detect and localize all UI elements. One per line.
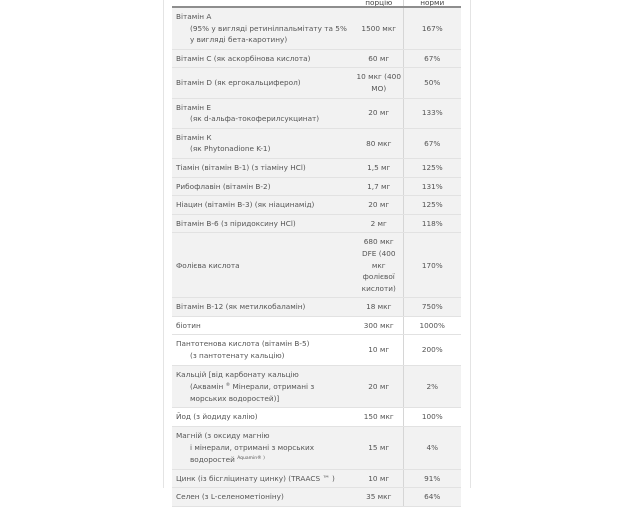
source-suffix: Мінерали, отримані з морських водоростей)] <box>190 382 315 403</box>
ingredient-amount: 20 мг <box>355 98 403 128</box>
table-row <box>172 427 461 470</box>
ingredient-amount: 20 мг <box>355 196 403 215</box>
ingredient-daily-value: 118% <box>403 214 461 233</box>
table-row <box>172 365 461 408</box>
ingredient-title: Магній (з оксиду магнію <box>176 431 270 441</box>
table-row <box>172 298 461 317</box>
ingredient-source: (як Phytonadione K-1) <box>190 144 271 154</box>
ingredient-name: біотин <box>172 316 355 335</box>
ingredient-title: Вітамін А <box>176 12 212 21</box>
ingredient-amount: 10 мг <box>355 335 403 365</box>
ingredient-source <box>176 380 351 404</box>
ingredient-name: Вітамін С (як аскорбінова кислота) <box>172 49 355 68</box>
ingredient-name <box>172 7 355 49</box>
table-row <box>172 128 461 158</box>
header-amount-per-serving: порцію <box>355 0 403 7</box>
ingredient-name <box>172 365 355 408</box>
ingredient-name: Фолієва кислота <box>172 233 355 298</box>
supplement-facts-table <box>172 0 461 507</box>
header-daily-value: норми <box>403 0 461 7</box>
ingredient-name: Селен (з L-селенометіоніну) <box>172 488 355 507</box>
ingredient-daily-value: 133% <box>403 98 461 128</box>
ingredient-daily-value: 64% <box>403 488 461 507</box>
ingredient-daily-value: 50% <box>403 68 461 98</box>
ingredient-source: (95% у вигляді ретинілпальмітату та 5% у вигляді бета-каротину) <box>190 23 347 45</box>
ingredient-daily-value: 170% <box>403 233 461 298</box>
ingredient-source <box>176 442 351 466</box>
ingredient-daily-value: 4% <box>403 427 461 470</box>
ingredient-amount: 18 мкг <box>355 298 403 317</box>
ingredient-daily-value: 167% <box>403 7 461 49</box>
table-row <box>172 68 461 98</box>
ingredient-name: Вітамін B-12 (як метилкобаламін) <box>172 298 355 317</box>
ingredient-daily-value: 67% <box>403 128 461 158</box>
table-row <box>172 335 461 365</box>
ingredient-name: Тіамін (вітамін B-1) (з тіаміну HCl) <box>172 158 355 177</box>
ingredient-name <box>172 335 355 365</box>
ingredient-name: Йод (з йодиду калію) <box>172 408 355 427</box>
ingredient-amount: 35 мкг <box>355 488 403 507</box>
ingredient-title: Кальцій [від карбонату кальцію <box>176 369 299 379</box>
table-row <box>172 7 461 49</box>
source-prefix: і мінерали, отримані з морських водоростей <box>190 442 315 465</box>
ingredient-amount: 300 мкг <box>355 316 403 335</box>
table-row <box>172 49 461 68</box>
registered-mark: ® <box>225 383 231 389</box>
ingredient-name <box>172 98 355 128</box>
ingredient-name: Рибофлавін (вітамін B-2) <box>172 177 355 196</box>
table-row <box>172 316 461 335</box>
ingredient-source: (як d-альфа-токоферилсукцинат) <box>190 114 320 124</box>
ingredient-name: Вітамін D (як ергокальциферол) <box>172 68 355 98</box>
ingredient-daily-value: 100% <box>403 408 461 427</box>
ingredient-amount: 2 мг <box>355 214 403 233</box>
table-row <box>172 233 461 298</box>
table-row <box>172 177 461 196</box>
ingredient-name <box>172 128 355 158</box>
header-ingredient <box>172 0 355 7</box>
ingredient-amount: 80 мкг <box>355 128 403 158</box>
source-prefix: (Аквамін <box>190 382 224 392</box>
ingredient-name <box>172 427 355 470</box>
ingredient-amount: 680 мкг DFE (400 мкг фолієвої кислоти) <box>355 233 403 298</box>
ingredient-amount: 1,7 мг <box>355 177 403 196</box>
ingredient-amount: 10 мкг (400 МО) <box>355 68 403 98</box>
ingredient-title: Вітамін Е <box>176 102 211 112</box>
ingredient-daily-value: 125% <box>403 158 461 177</box>
ingredient-amount: 1500 мкг <box>355 7 403 49</box>
table-row <box>172 98 461 128</box>
table-row <box>172 196 461 215</box>
ingredient-name: Вітамін B-6 (з піридоксину HCl) <box>172 214 355 233</box>
table-header-row <box>172 0 461 7</box>
ingredient-daily-value: 1000% <box>403 316 461 335</box>
ingredient-daily-value: 200% <box>403 335 461 365</box>
table-row <box>172 408 461 427</box>
table-row <box>172 469 461 488</box>
ingredient-name: Цинк (із бісгліцинату цинку) (TRAACS ™ ) <box>172 469 355 488</box>
ingredient-daily-value: 131% <box>403 177 461 196</box>
ingredient-title: Пантотенова кислота (вітамін B-5) <box>176 339 310 349</box>
aquamin-mark: Aquamin® ) <box>237 456 265 462</box>
ingredient-source: (з пантотенату кальцію) <box>190 351 285 361</box>
ingredient-daily-value: 125% <box>403 196 461 215</box>
table-row <box>172 158 461 177</box>
ingredient-name: Ніацин (вітамін B-3) (як ніацинамід) <box>172 196 355 215</box>
ingredient-amount: 10 мг <box>355 469 403 488</box>
ingredient-title: Вітамін К <box>176 132 212 142</box>
ingredient-amount: 20 мг <box>355 365 403 408</box>
supplement-facts-card <box>163 0 471 502</box>
ingredient-daily-value: 750% <box>403 298 461 317</box>
table-row <box>172 488 461 507</box>
table-row <box>172 214 461 233</box>
ingredient-daily-value: 91% <box>403 469 461 488</box>
ingredient-amount: 1,5 мг <box>355 158 403 177</box>
ingredient-amount: 60 мг <box>355 49 403 68</box>
ingredient-amount: 15 мг <box>355 427 403 470</box>
ingredient-daily-value: 67% <box>403 49 461 68</box>
ingredient-amount: 150 мкг <box>355 408 403 427</box>
ingredient-daily-value: 2% <box>403 365 461 408</box>
